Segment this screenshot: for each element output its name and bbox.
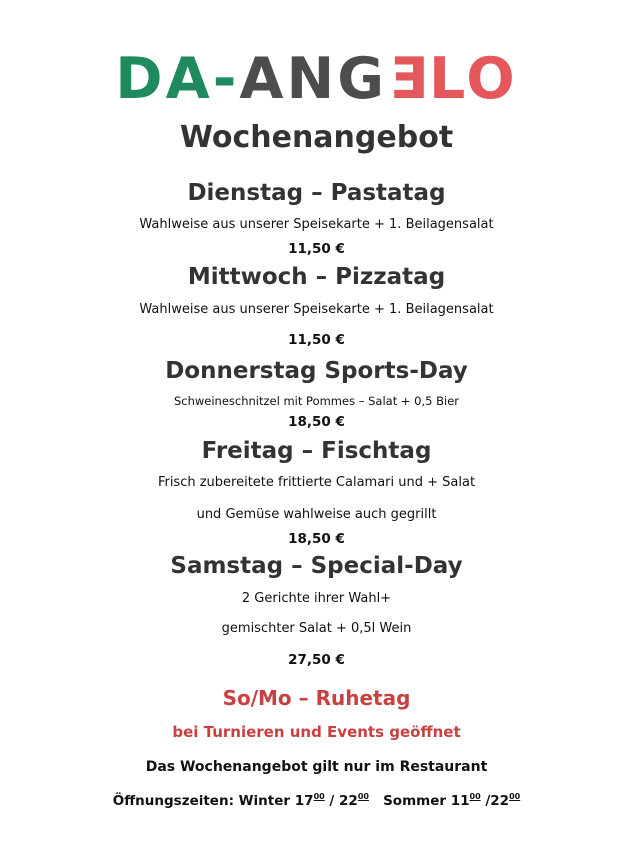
logo-part-gray: ANG (239, 46, 387, 112)
day-price-tuesday: 11,50 € (288, 241, 345, 257)
day-description-friday-1: Frisch zubereitete frittierte Calamari und + Salat (157, 475, 476, 490)
day-price-friday: 18,50 € (288, 531, 345, 547)
day-heading-saturday: Samstag – Special-Day (170, 553, 463, 579)
logo-part-green: DA- (115, 46, 240, 112)
logo-part-mirrored-e: E (387, 46, 429, 112)
day-description-friday-2: und Gemüse wahlweise auch gegrillt (196, 507, 437, 522)
logo-part-red: LO (428, 46, 518, 112)
day-price-wednesday: 11,50 € (288, 332, 345, 348)
day-description-tuesday: Wahlweise aus unserer Speisekarte + 1. Beilagensalat (139, 217, 494, 232)
day-description-saturday-1: 2 Gerichte ihrer Wahl+ (241, 591, 392, 606)
opening-hours-winter-label: Öffnungszeiten: Winter 17 (112, 793, 314, 809)
day-description-wednesday: Wahlweise aus unserer Speisekarte + 1. Beilagensalat (139, 302, 494, 317)
opening-hours-summer-open-minutes: 00 (469, 792, 481, 801)
day-heading-tuesday: Dienstag – Pastatag (187, 180, 446, 206)
closed-days-heading: So/Mo – Ruhetag (222, 686, 411, 710)
restaurant-only-note: Das Wochenangebot gilt nur im Restaurant (145, 759, 488, 775)
page-title: Wochenangebot (179, 120, 454, 155)
day-price-saturday: 27,50 € (288, 652, 345, 668)
opening-hours-winter-close-minutes: 00 (357, 792, 369, 801)
day-heading-wednesday: Mittwoch – Pizzatag (187, 264, 446, 290)
restaurant-logo (0, 44, 633, 114)
opening-hours-summer-close-minutes: 00 (509, 792, 521, 801)
day-heading-thursday: Donnerstag Sports-Day (165, 358, 468, 384)
opening-hours-winter-open-minutes: 00 (313, 792, 325, 801)
opening-hours-winter-separator: / 22 (324, 793, 358, 809)
events-note: bei Turnieren und Events geöffnet (172, 723, 461, 741)
opening-hours (0, 792, 633, 809)
day-heading-friday: Freitag – Fischtag (201, 438, 432, 464)
opening-hours-summer-separator: /22 (480, 793, 510, 809)
opening-hours-summer-label: Sommer 11 (383, 793, 470, 809)
day-description-saturday-2: gemischter Salat + 0,5l Wein (221, 621, 412, 636)
day-description-thursday: Schweineschnitzel mit Pommes – Salat + 0,5 Bier (173, 394, 460, 408)
day-price-thursday: 18,50 € (288, 414, 345, 430)
